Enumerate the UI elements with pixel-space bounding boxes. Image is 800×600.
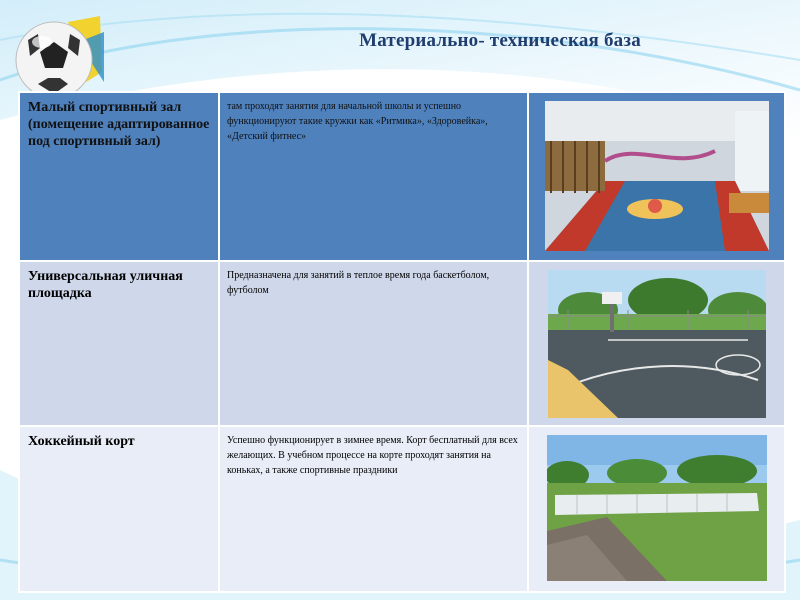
facility-name-cell — [19, 426, 219, 592]
table-row — [19, 261, 785, 426]
outdoor-court-photo — [548, 270, 766, 418]
page-title: Материально- техническая база — [359, 30, 641, 51]
facility-description: там проходят занятия для начальной школы и успешно функционируют такие кружки как «Ритмика», «Здоровейка», «Детский фитнес» — [227, 101, 488, 142]
table-row — [19, 92, 785, 261]
facility-description: Предназначена для занятий в теплое время года баскетболом, футболом — [227, 270, 490, 296]
facility-photo-cell — [528, 92, 785, 261]
facility-description-cell — [219, 261, 528, 426]
facility-description-cell — [219, 92, 528, 261]
hockey-rink-photo — [547, 435, 767, 581]
table-row — [19, 426, 785, 592]
facility-photo-cell — [528, 261, 785, 426]
facility-photo-cell — [528, 426, 785, 592]
facility-name: Хоккейный корт — [28, 434, 135, 449]
facility-name: Универсальная уличная площадка — [28, 269, 183, 301]
facility-description-cell — [219, 426, 528, 592]
facility-name: Малый спортивный зал (помещение адаптированное под спортивный зал) — [28, 100, 210, 149]
facility-description: Успешно функционирует в зимнее время. Корт бесплатный для всех желающих. В учебном процессе на корте проходят занятия на коньках, а также спортивные праздники — [227, 435, 518, 476]
facilities-table — [18, 91, 786, 593]
gym-hall-photo — [545, 101, 769, 251]
facility-name-cell — [19, 261, 219, 426]
soccer-ball-image — [8, 12, 104, 100]
facility-name-cell — [19, 92, 219, 261]
